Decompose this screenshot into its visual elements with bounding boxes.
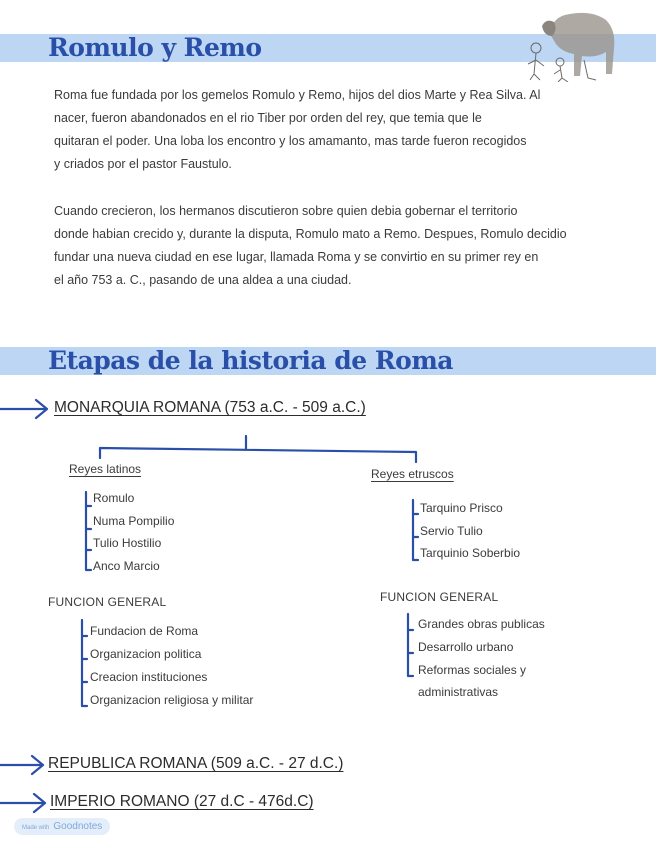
king-item: Numa Pompilio bbox=[93, 514, 175, 528]
king-item: Tarquino Prisco bbox=[420, 501, 503, 515]
funcion-general-latinos-label: FUNCION GENERAL bbox=[48, 595, 167, 609]
reyes-latinos-label: Reyes latinos bbox=[69, 462, 142, 476]
imperio-heading: IMPERIO ROMANO (27 d.C - 476d.C) bbox=[50, 793, 314, 810]
king-item: Servio Tulio bbox=[420, 524, 483, 538]
arrow-republica-icon bbox=[0, 756, 43, 774]
king-item: Anco Marcio bbox=[93, 559, 160, 573]
paragraph-line: quitaran el poder. Una loba los encontro y los amamanto, mas tarde fueron recogidos bbox=[54, 134, 527, 148]
paragraph-line: donde habian crecido y, durante la disputa, Romulo mato a Remo. Despues, Romulo decidio bbox=[54, 227, 567, 241]
funcion-general-etruscos-label: FUNCION GENERAL bbox=[380, 590, 499, 604]
funcion-item: administrativas bbox=[418, 685, 499, 699]
bracket-etruscos bbox=[413, 500, 418, 560]
section-title-romulo: Romulo y Remo bbox=[48, 33, 262, 62]
bracket-funcion-etruscos bbox=[408, 614, 413, 676]
paragraph-line: Roma fue fundada por los gemelos Romulo y Remo, hijos del dios Marte y Rea Silva. Al bbox=[54, 88, 541, 102]
funcion-item: Grandes obras publicas bbox=[418, 617, 545, 631]
king-item: Romulo bbox=[93, 491, 135, 505]
reyes-etruscos-label: Reyes etruscos bbox=[371, 467, 454, 481]
goodnotes-brand: Goodnotes bbox=[53, 821, 103, 832]
funcion-item: Desarrollo urbano bbox=[418, 640, 514, 654]
funcion-item: Creacion instituciones bbox=[90, 670, 208, 684]
made-with-label: Made with bbox=[22, 825, 50, 831]
funcion-item: Organizacion politica bbox=[90, 647, 202, 661]
funcion-item: Organizacion religiosa y militar bbox=[90, 693, 254, 707]
paragraph-line: Cuando crecieron, los hermanos discutieron sobre quien debia gobernar el territorio bbox=[54, 204, 518, 218]
funcion-item: Reformas sociales y bbox=[418, 663, 527, 677]
king-item: Tulio Hostilio bbox=[93, 536, 162, 550]
monarquia-heading: MONARQUIA ROMANA (753 a.C. - 509 a.C.) bbox=[54, 399, 366, 416]
paragraph-line: fundar una nueva ciudad en ese lugar, llamada Roma y se convirtio en su primer rey en bbox=[54, 250, 539, 264]
funcion-item: Fundacion de Roma bbox=[90, 624, 199, 638]
bracket-latinos bbox=[86, 492, 91, 570]
paragraph-line: y criados por el pastor Faustulo. bbox=[54, 157, 232, 171]
king-item: Tarquinio Soberbio bbox=[420, 546, 521, 560]
bracket-funcion-latinos bbox=[82, 620, 87, 706]
paragraph-line: nacer, fueron abandonados en el rio Tiber por orden del rey, que temia que le bbox=[54, 111, 482, 125]
arrow-imperio-icon bbox=[0, 794, 45, 812]
goodnotes-badge bbox=[14, 818, 110, 835]
section-title-etapas: Etapas de la historia de Roma bbox=[48, 346, 453, 375]
branch-bracket bbox=[100, 436, 416, 462]
arrow-monarquia-icon bbox=[0, 400, 47, 418]
paragraph-line: el año 753 a. C., pasando de una aldea a una ciudad. bbox=[54, 273, 352, 287]
republica-heading: REPUBLICA ROMANA (509 a.C. - 27 d.C.) bbox=[48, 755, 344, 772]
